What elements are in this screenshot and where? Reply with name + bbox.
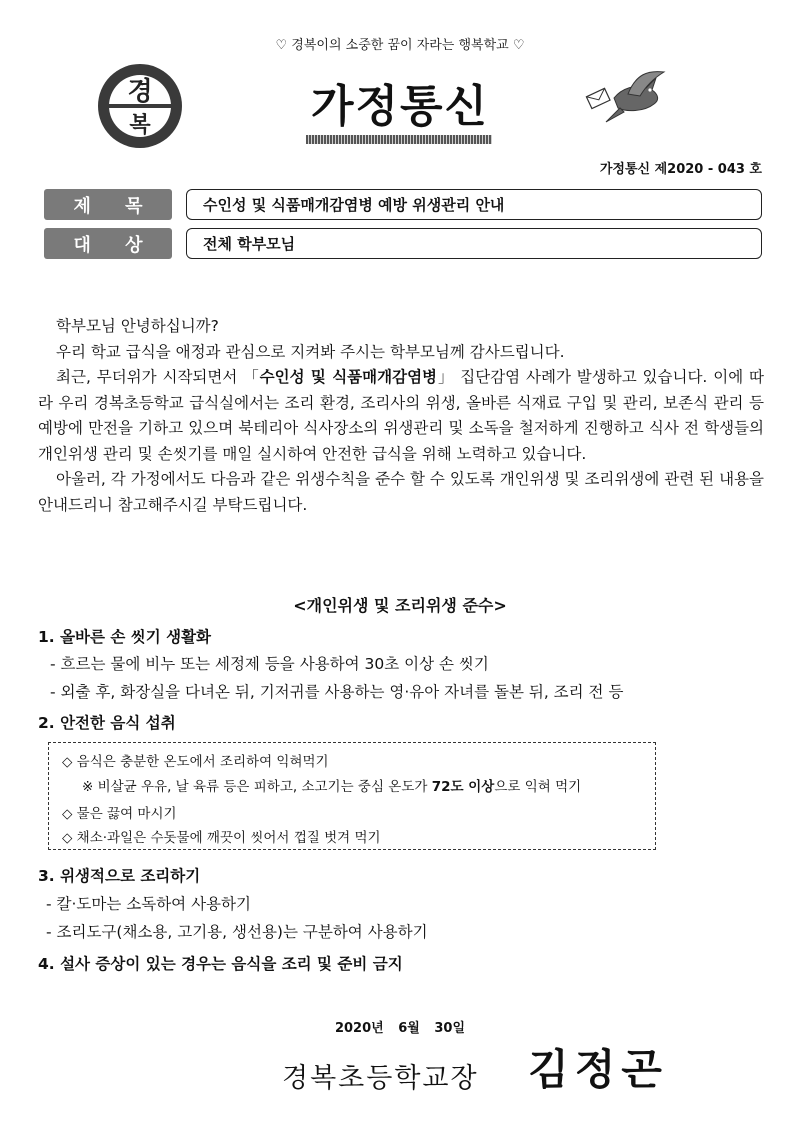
section-2-title: 2. 안전한 음식 섭취: [38, 714, 176, 732]
food-safety-item: ◇ 음식은 충분한 온도에서 조리하여 익혀먹기: [62, 754, 329, 770]
target-value: 전체 학부모님: [186, 228, 762, 259]
title-underline: [306, 135, 492, 144]
target-label: 대 상: [44, 228, 172, 259]
disease-highlight: 수인성 및 식품매개감염병: [259, 368, 438, 386]
logo-text-bottom: 복: [129, 112, 151, 138]
letter-date: 2020년 6월 30일: [334, 1021, 466, 1036]
logo-text-top: 경: [127, 77, 153, 107]
letter-body: [38, 314, 764, 518]
food-safety-item: ◇ 채소·과일은 수돗물에 깨끗이 씻어서 껍질 벗겨 먹기: [62, 830, 381, 846]
food-safety-note: ※ 비살균 우유, 날 육류 등은 피하고, 소고기는 중심 온도가 72도 이상으로 익혀 먹기: [82, 779, 582, 795]
section-1-title: 1. 올바른 손 씻기 생활화: [38, 628, 212, 646]
handwritten-signature: 김정곤: [528, 1045, 668, 1094]
section-3-title: 3. 위생적으로 조리하기: [38, 867, 201, 885]
signer-title: 경복초등학교장: [282, 1063, 479, 1094]
request-paragraph: 아울러, 각 가정에서도 다음과 같은 위생수칙을 준수 할 수 있도록 개인위생 및 조리위생에 관련 된 내용을 안내드리니 참고해주시길 부탁드립니다.: [38, 470, 764, 514]
section-title: <개인위생 및 조리위생 준수>: [293, 596, 507, 615]
subject-label: 제 목: [44, 189, 172, 220]
page-title: 가정통신: [310, 81, 489, 132]
issue-number: 가정통신 제2020 - 043 호: [599, 162, 762, 177]
food-safety-item: ◇ 물은 끓여 마시기: [62, 806, 177, 822]
section-1-item: - 외출 후, 화장실을 다녀온 뒤, 기저귀를 사용하는 영·유아 자녀를 돌본 뒤, 조리 전 등: [50, 683, 624, 701]
greeting: 학부모님 안녕하십니까?: [56, 317, 219, 335]
subject-value: 수인성 및 식품매개감염병 예방 위생관리 안내: [186, 189, 762, 220]
section-3-item: - 조리도구(채소용, 고기용, 생선용)는 구분하여 사용하기: [46, 923, 428, 941]
slogan: ♡ 경복이의 소중한 꿈이 자라는 행복학교 ♡: [275, 38, 525, 53]
dove-with-letter-icon: [584, 68, 670, 134]
section-1-item: - 흐르는 물에 비누 또는 세정제 등을 사용하여 30초 이상 손 씻기: [50, 655, 489, 673]
thanks-paragraph: 우리 학교 급식을 애정과 관심으로 지켜봐 주시는 학부모님께 감사드립니다.: [56, 342, 565, 361]
situation-paragraph: 최근, 무더위가 시작되면서 「수인성 및 식품매개감염병」 집단감염 사례가 발생하고 있습니다. 이에 따라 우리 경복초등학교 급식실에서는 조리 환경, 조리사의 위생, 올바른 식재료 구입 및 관리, 보존식 관리 등 예방에 만전을 기하고 있으며 북테리아 식사장소의 위생관리 및 소독을 철저하게 진행하고 식사 전 학생들의 개인위생 관리 및 손씻기를 매일 실시하여 안전한 급식을 위해 노력하고 있습니다.: [38, 368, 764, 463]
section-3-item: - 칼·도마는 소독하여 사용하기: [46, 895, 251, 913]
section-4-title: 4. 설사 증상이 있는 경우는 음식을 조리 및 준비 금지: [38, 955, 403, 973]
